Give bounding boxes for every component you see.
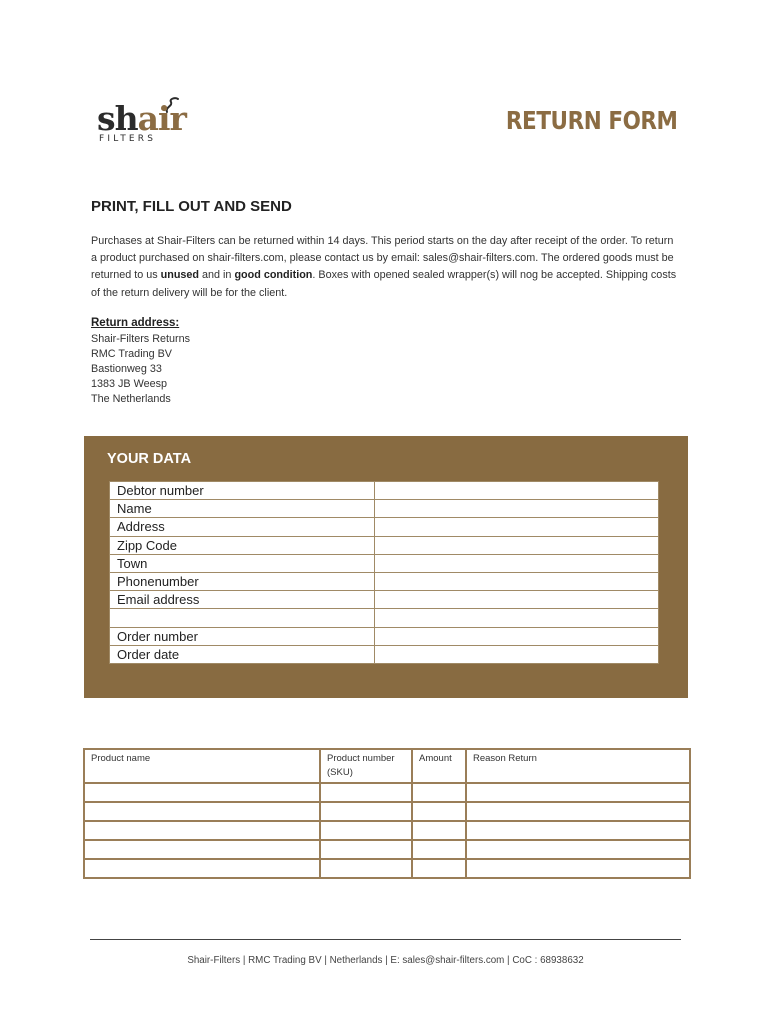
shair-filters-logo [97,96,197,150]
address-line: RMC Trading BV [91,348,173,361]
return-address [91,314,190,407]
order-number-field[interactable] [375,627,659,645]
return-address-label: Return address: [91,317,180,329]
field-label: Phonenumber [110,572,375,590]
reason-return-cell[interactable] [466,840,690,859]
intro-paragraph: Purchases at Shair-Filters can be returned within 14 days. This period starts on the day after receipt of the order. To return a product purchased on shair-filters.com, please contact us by email: sales@shair-filters.com. The ordered goods must be returned to us unused and in good condition. Boxes with opened sealed wrapper(s) will nog be accepted. Shipping costs of the return delivery will be for the client. [91,235,677,299]
address-line: Bastionweg 33 [91,363,162,376]
table-row [110,554,659,572]
name-field[interactable] [375,500,659,518]
column-header-amount: Amount [412,749,466,783]
field-label: Zipp Code [110,536,375,554]
address-field[interactable] [375,518,659,536]
address-line: 1383 JB Weesp [91,378,168,391]
column-header-product-name: Product name [84,749,320,783]
product-number-cell[interactable] [320,821,412,840]
field-label: Address [110,518,375,536]
address-line: The Netherlands [91,393,171,406]
table-row [84,859,690,878]
field-label: Order number [110,627,375,645]
table-row [110,591,659,609]
address-line: Shair-Filters Returns [91,333,190,345]
table-row [110,482,659,500]
field-label [110,609,375,627]
field-label: Debtor number [110,482,375,500]
reason-return-cell[interactable] [466,859,690,878]
table-row [110,536,659,554]
footer-divider [90,939,681,940]
emphasis-good-condition: good condition [234,269,313,282]
section-heading: PRINT, FILL OUT AND SEND [91,198,292,215]
amount-cell[interactable] [412,821,466,840]
page-title: RETURN FORM [506,106,678,135]
field-label: Order date [110,645,375,663]
reason-return-cell[interactable] [466,802,690,821]
table-header-row [84,749,690,783]
table-row [84,802,690,821]
zipp-code-field[interactable] [375,536,659,554]
table-row [84,821,690,840]
product-name-cell[interactable] [84,840,320,859]
your-data-table [109,481,659,664]
table-row [110,500,659,518]
field-label: Town [110,554,375,572]
phonenumber-field[interactable] [375,572,659,590]
your-data-title: YOUR DATA [107,451,192,467]
product-number-cell[interactable] [320,840,412,859]
footer-text: Shair-Filters | RMC Trading BV | Netherlands | E: sales@shair-filters.com | CoC : 68938632 [187,955,584,966]
your-data-panel [84,436,688,698]
column-header-product-number: Product number (SKU) [320,749,412,783]
reason-return-cell[interactable] [466,783,690,802]
amount-cell[interactable] [412,783,466,802]
town-field[interactable] [375,554,659,572]
column-header-reason-return: Reason Return [466,749,690,783]
field-label: Name [110,500,375,518]
table-row [110,627,659,645]
product-name-cell[interactable] [84,821,320,840]
blank-field[interactable] [375,609,659,627]
product-number-cell[interactable] [320,783,412,802]
table-row [110,645,659,663]
amount-cell[interactable] [412,802,466,821]
product-name-cell[interactable] [84,859,320,878]
field-label: Email address [110,591,375,609]
logo-wordmark: shair [97,99,186,138]
product-number-cell[interactable] [320,802,412,821]
order-date-field[interactable] [375,645,659,663]
products-table [83,748,691,879]
amount-cell[interactable] [412,859,466,878]
debtor-number-field[interactable] [375,482,659,500]
table-row [84,783,690,802]
logo-subtitle: FILTERS [99,134,157,144]
emphasis-unused: unused [160,269,200,282]
table-row [110,518,659,536]
table-row [110,572,659,590]
amount-cell[interactable] [412,840,466,859]
reason-return-cell[interactable] [466,821,690,840]
product-name-cell[interactable] [84,802,320,821]
table-row [84,840,690,859]
table-row [110,609,659,627]
product-number-cell[interactable] [320,859,412,878]
email-address-field[interactable] [375,591,659,609]
product-name-cell[interactable] [84,783,320,802]
